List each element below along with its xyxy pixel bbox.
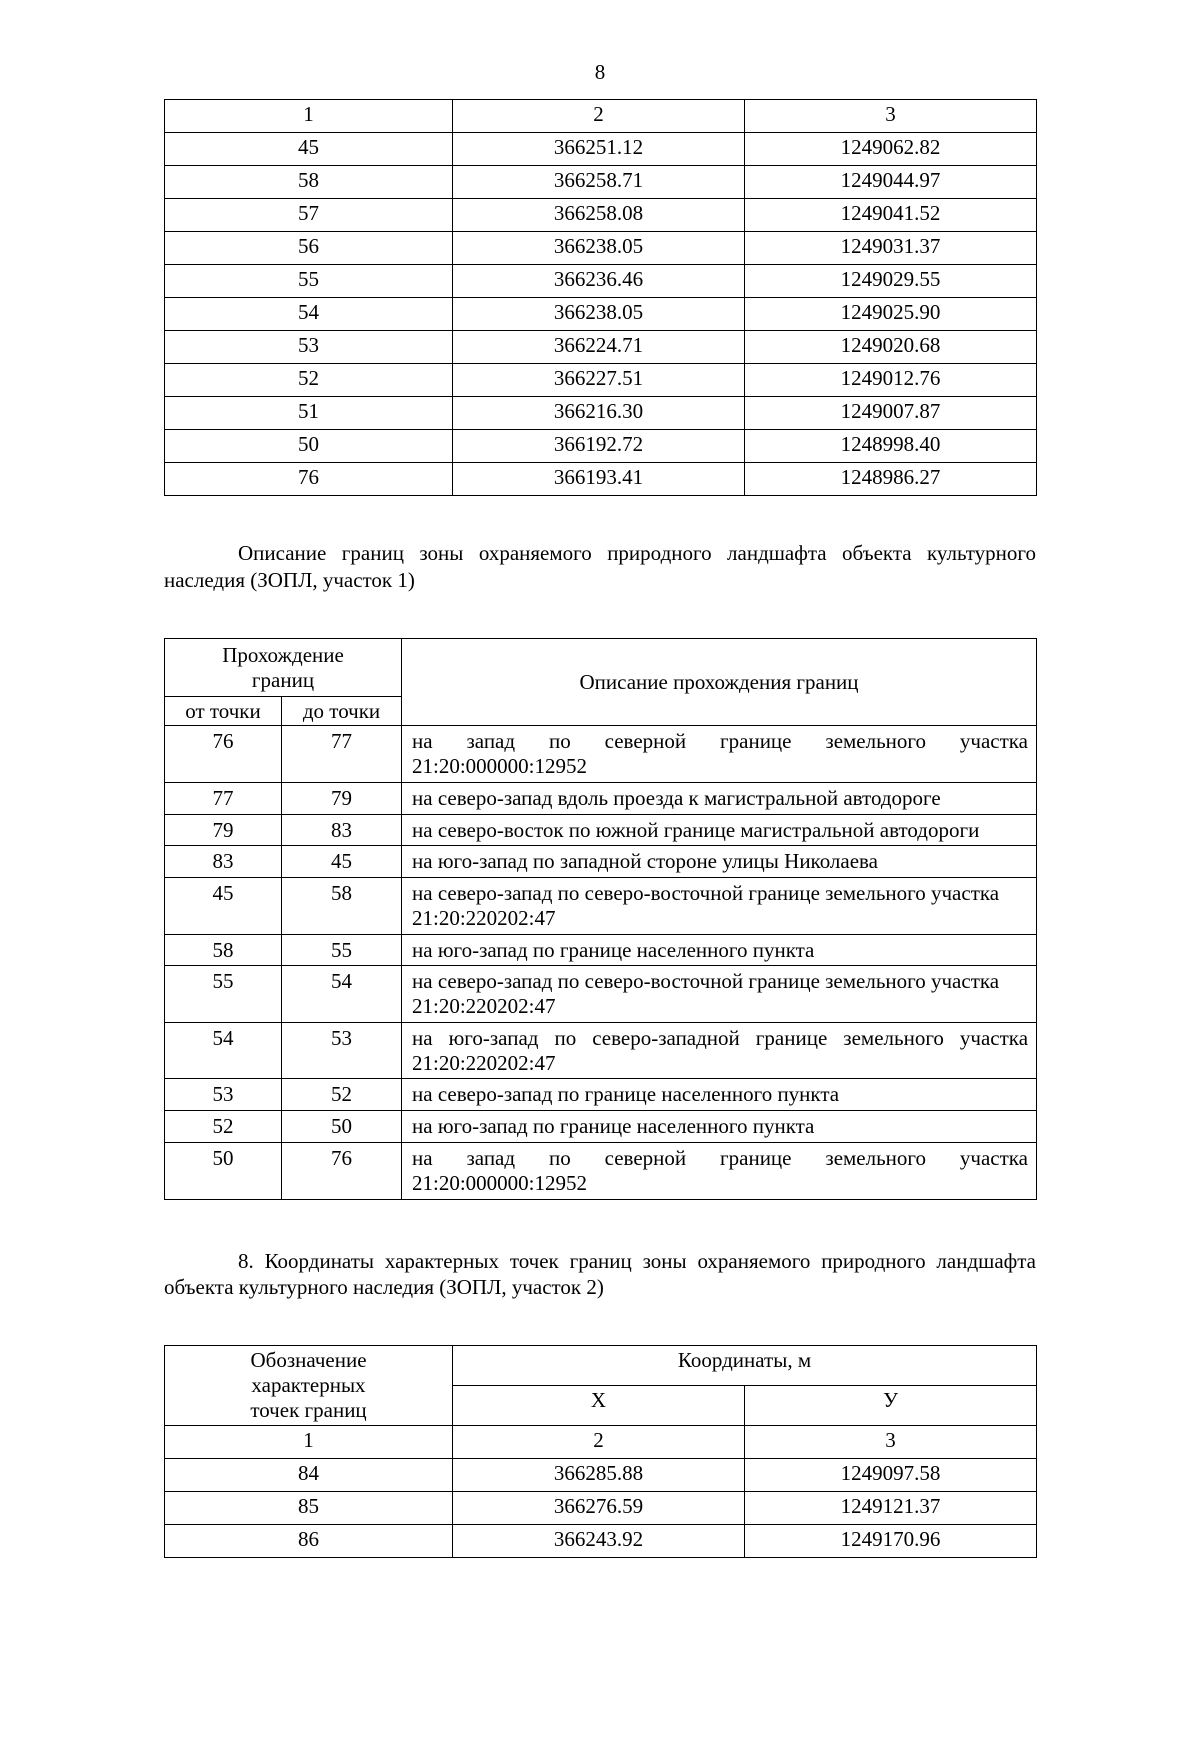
point-designation: 85 — [165, 1491, 453, 1524]
table-row — [165, 878, 1037, 935]
from-point: 53 — [165, 1079, 282, 1111]
coordinate-x: 366193.41 — [453, 463, 745, 496]
coordinate-y: 1249031.37 — [745, 232, 1037, 265]
header-designation-line3: точек границ — [250, 1397, 367, 1422]
from-point: 54 — [165, 1022, 282, 1079]
border-description-table — [164, 638, 1037, 1200]
table-row — [165, 265, 1037, 298]
border-description: на северо-запад вдоль проезда к магистральной автодороге — [402, 782, 1037, 814]
table-header-row — [165, 1346, 1037, 1386]
header-designation-line2: характерных — [251, 1373, 366, 1398]
coordinate-y: 1249170.96 — [745, 1524, 1037, 1557]
point-designation: 58 — [165, 166, 453, 199]
from-point: 55 — [165, 966, 282, 1023]
point-designation: 76 — [165, 463, 453, 496]
column-number-2: 2 — [453, 1425, 745, 1458]
column-number-1: 1 — [165, 100, 453, 133]
coordinate-y: 1249007.87 — [745, 397, 1037, 430]
point-designation: 54 — [165, 298, 453, 331]
point-designation: 45 — [165, 133, 453, 166]
coordinate-x: 366216.30 — [453, 397, 745, 430]
point-designation: 55 — [165, 265, 453, 298]
coordinate-x: 366258.08 — [453, 199, 745, 232]
table-row — [165, 364, 1037, 397]
table-row — [165, 966, 1037, 1023]
point-designation: 57 — [165, 199, 453, 232]
header-axis-x: X — [453, 1385, 745, 1425]
point-designation: 53 — [165, 331, 453, 364]
header-designation-line1: Обозначение — [250, 1348, 367, 1373]
coordinate-x: 366285.88 — [453, 1458, 745, 1491]
table-row — [165, 782, 1037, 814]
table-row — [165, 1491, 1037, 1524]
point-designation: 52 — [165, 364, 453, 397]
table-row — [165, 199, 1037, 232]
table-header-row — [165, 638, 1037, 697]
from-point: 76 — [165, 726, 282, 783]
point-designation: 84 — [165, 1458, 453, 1491]
border-description: на юго-запад по границе населенного пункта — [402, 934, 1037, 966]
table-row — [165, 1111, 1037, 1143]
coordinate-x: 366238.05 — [453, 232, 745, 265]
coordinate-x: 366224.71 — [453, 331, 745, 364]
page-number: 8 — [594, 60, 606, 84]
table-row — [165, 1143, 1037, 1200]
table-row — [165, 397, 1037, 430]
coordinate-y: 1248998.40 — [745, 430, 1037, 463]
coordinate-y: 1249121.37 — [745, 1491, 1037, 1524]
coordinate-x: 366251.12 — [453, 133, 745, 166]
to-point: 58 — [282, 878, 402, 935]
table-row — [165, 232, 1037, 265]
header-from-point: от точки — [165, 697, 282, 726]
border-description: на юго-запад по границе населенного пункта — [402, 1111, 1037, 1143]
header-axis-y: У — [745, 1385, 1037, 1425]
table-row — [165, 934, 1037, 966]
coordinate-y: 1249041.52 — [745, 199, 1037, 232]
to-point: 53 — [282, 1022, 402, 1079]
coordinate-x: 366236.46 — [453, 265, 745, 298]
to-point: 55 — [282, 934, 402, 966]
coordinate-y: 1249097.58 — [745, 1458, 1037, 1491]
table-row-header — [165, 1425, 1037, 1458]
border-description: на запад по северной границе земельного участка 21:20:000000:12952 — [402, 726, 1037, 783]
column-number-3: 3 — [745, 1425, 1037, 1458]
border-description: на северо-запад по северо-восточной границе земельного участка 21:20:220202:47 — [402, 878, 1037, 935]
border-description: на северо-восток по южной границе магистральной автодороги — [402, 814, 1037, 846]
to-point: 54 — [282, 966, 402, 1023]
coordinate-y: 1249044.97 — [745, 166, 1037, 199]
coordinate-x: 366243.92 — [453, 1524, 745, 1557]
document-page — [0, 62, 1200, 1759]
coordinate-y: 1249062.82 — [745, 133, 1037, 166]
coordinate-y: 1249020.68 — [745, 331, 1037, 364]
header-description-of-passage: Описание прохождения границ — [402, 638, 1037, 726]
border-description: на запад по северной границе земельного участка 21:20:000000:12952 — [402, 1143, 1037, 1200]
table-row — [165, 331, 1037, 364]
table-row — [165, 1458, 1037, 1491]
page-content — [164, 99, 1036, 1558]
table-row — [165, 430, 1037, 463]
table-row — [165, 1524, 1037, 1557]
coordinates-table-continued — [164, 99, 1037, 496]
coordinate-x: 366227.51 — [453, 364, 745, 397]
spacer — [164, 496, 1036, 540]
coordinate-y: 1249029.55 — [745, 265, 1037, 298]
coordinate-y: 1248986.27 — [745, 463, 1037, 496]
table-row — [165, 726, 1037, 783]
border-description: на юго-запад по западной стороне улицы Николаева — [402, 846, 1037, 878]
column-number-2: 2 — [453, 100, 745, 133]
header-coordinates: Координаты, м — [453, 1346, 1037, 1386]
spacer — [164, 1200, 1036, 1248]
column-number-1: 1 — [165, 1425, 453, 1458]
table-row-header — [165, 100, 1037, 133]
table-row — [165, 814, 1037, 846]
coordinate-x: 366192.72 — [453, 430, 745, 463]
to-point: 76 — [282, 1143, 402, 1200]
table-row — [165, 133, 1037, 166]
coordinate-x: 366238.05 — [453, 298, 745, 331]
spacer — [164, 1301, 1036, 1345]
coordinate-x: 366276.59 — [453, 1491, 745, 1524]
border-description: на юго-запад по северо-западной границе земельного участка 21:20:220202:47 — [402, 1022, 1037, 1079]
column-number-3: 3 — [745, 100, 1037, 133]
header-passage-line2: границ — [251, 667, 315, 692]
spacer — [164, 594, 1036, 638]
from-point: 79 — [165, 814, 282, 846]
to-point: 45 — [282, 846, 402, 878]
coordinate-y: 1249012.76 — [745, 364, 1037, 397]
table-row — [165, 298, 1037, 331]
border-description: на северо-запад по северо-восточной границе земельного участка 21:20:220202:47 — [402, 966, 1037, 1023]
to-point: 52 — [282, 1079, 402, 1111]
to-point: 77 — [282, 726, 402, 783]
border-description: на северо-запад по границе населенного пункта — [402, 1079, 1037, 1111]
coordinate-y: 1249025.90 — [745, 298, 1037, 331]
point-designation: 51 — [165, 397, 453, 430]
paragraph-description-intro: Описание границ зоны охраняемого природного ландшафта объекта культурного наследия (ЗОПЛ, участок 1) — [164, 541, 1036, 592]
header-passage-line1: Прохождение — [222, 642, 344, 667]
table-row — [165, 846, 1037, 878]
coordinate-x: 366258.71 — [453, 166, 745, 199]
to-point: 50 — [282, 1111, 402, 1143]
paragraph-section-8: 8. Координаты характерных точек границ зоны охраняемого природного ландшафта объекта культурного наследия (ЗОПЛ, участок 2) — [164, 1248, 1036, 1300]
header-to-point: до точки — [282, 697, 402, 726]
to-point: 83 — [282, 814, 402, 846]
from-point: 83 — [165, 846, 282, 878]
header-passage-of-borders — [165, 638, 402, 697]
from-point: 52 — [165, 1111, 282, 1143]
point-designation: 56 — [165, 232, 453, 265]
from-point: 50 — [165, 1143, 282, 1200]
point-designation: 86 — [165, 1524, 453, 1557]
table-row — [165, 166, 1037, 199]
to-point: 79 — [282, 782, 402, 814]
header-point-designation — [165, 1346, 453, 1425]
from-point: 58 — [165, 934, 282, 966]
from-point: 77 — [165, 782, 282, 814]
table-row — [165, 463, 1037, 496]
point-designation: 50 — [165, 430, 453, 463]
coordinates-table-plot-2 — [164, 1345, 1037, 1557]
table-row — [165, 1022, 1037, 1079]
from-point: 45 — [165, 878, 282, 935]
table-row — [165, 1079, 1037, 1111]
